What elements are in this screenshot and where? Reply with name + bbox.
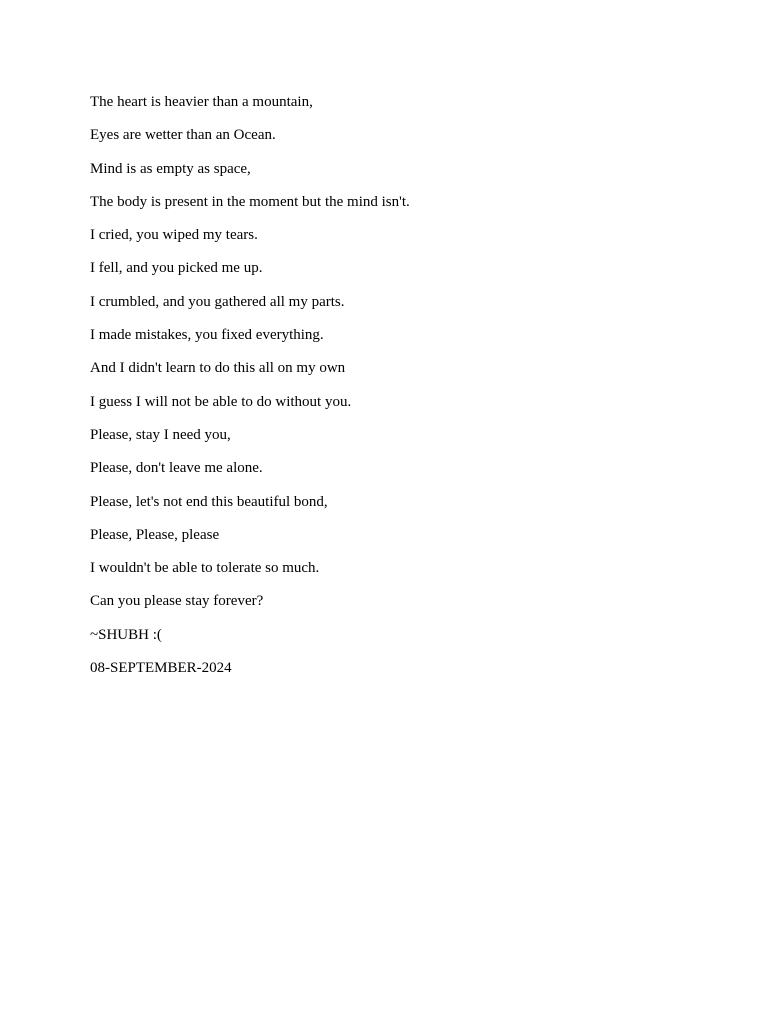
poem-body [90, 92, 690, 691]
poem-line: I made mistakes, you fixed everything. [90, 327, 324, 344]
poem-line: Eyes are wetter than an Ocean. [90, 127, 276, 144]
poem-line: I guess I will not be able to do without you. [90, 393, 352, 410]
poem-line: Can you please stay forever? [90, 593, 264, 610]
poem-line: Please, Please, please [90, 526, 220, 543]
poem-line: I cried, you wiped my tears. [90, 227, 258, 244]
date: 08-SEPTEMBER-2024 [90, 660, 232, 677]
signature: ~SHUBH :( [90, 626, 162, 643]
poem-line: The body is present in the moment but the mind isn't. [90, 193, 410, 210]
poem-line: And I didn't learn to do this all on my own [90, 360, 346, 377]
poem-line: I crumbled, and you gathered all my parts. [90, 293, 345, 310]
poem-line: I fell, and you picked me up. [90, 260, 263, 277]
poem-line: Mind is as empty as space, [90, 160, 251, 177]
poem-line: Please, let's not end this beautiful bond, [90, 493, 328, 510]
poem-line: The heart is heavier than a mountain, [90, 94, 313, 110]
poem-line: Please, stay I need you, [90, 426, 231, 443]
poem-line: I wouldn't be able to tolerate so much. [90, 560, 320, 577]
poem-line: Please, don't leave me alone. [90, 460, 263, 477]
